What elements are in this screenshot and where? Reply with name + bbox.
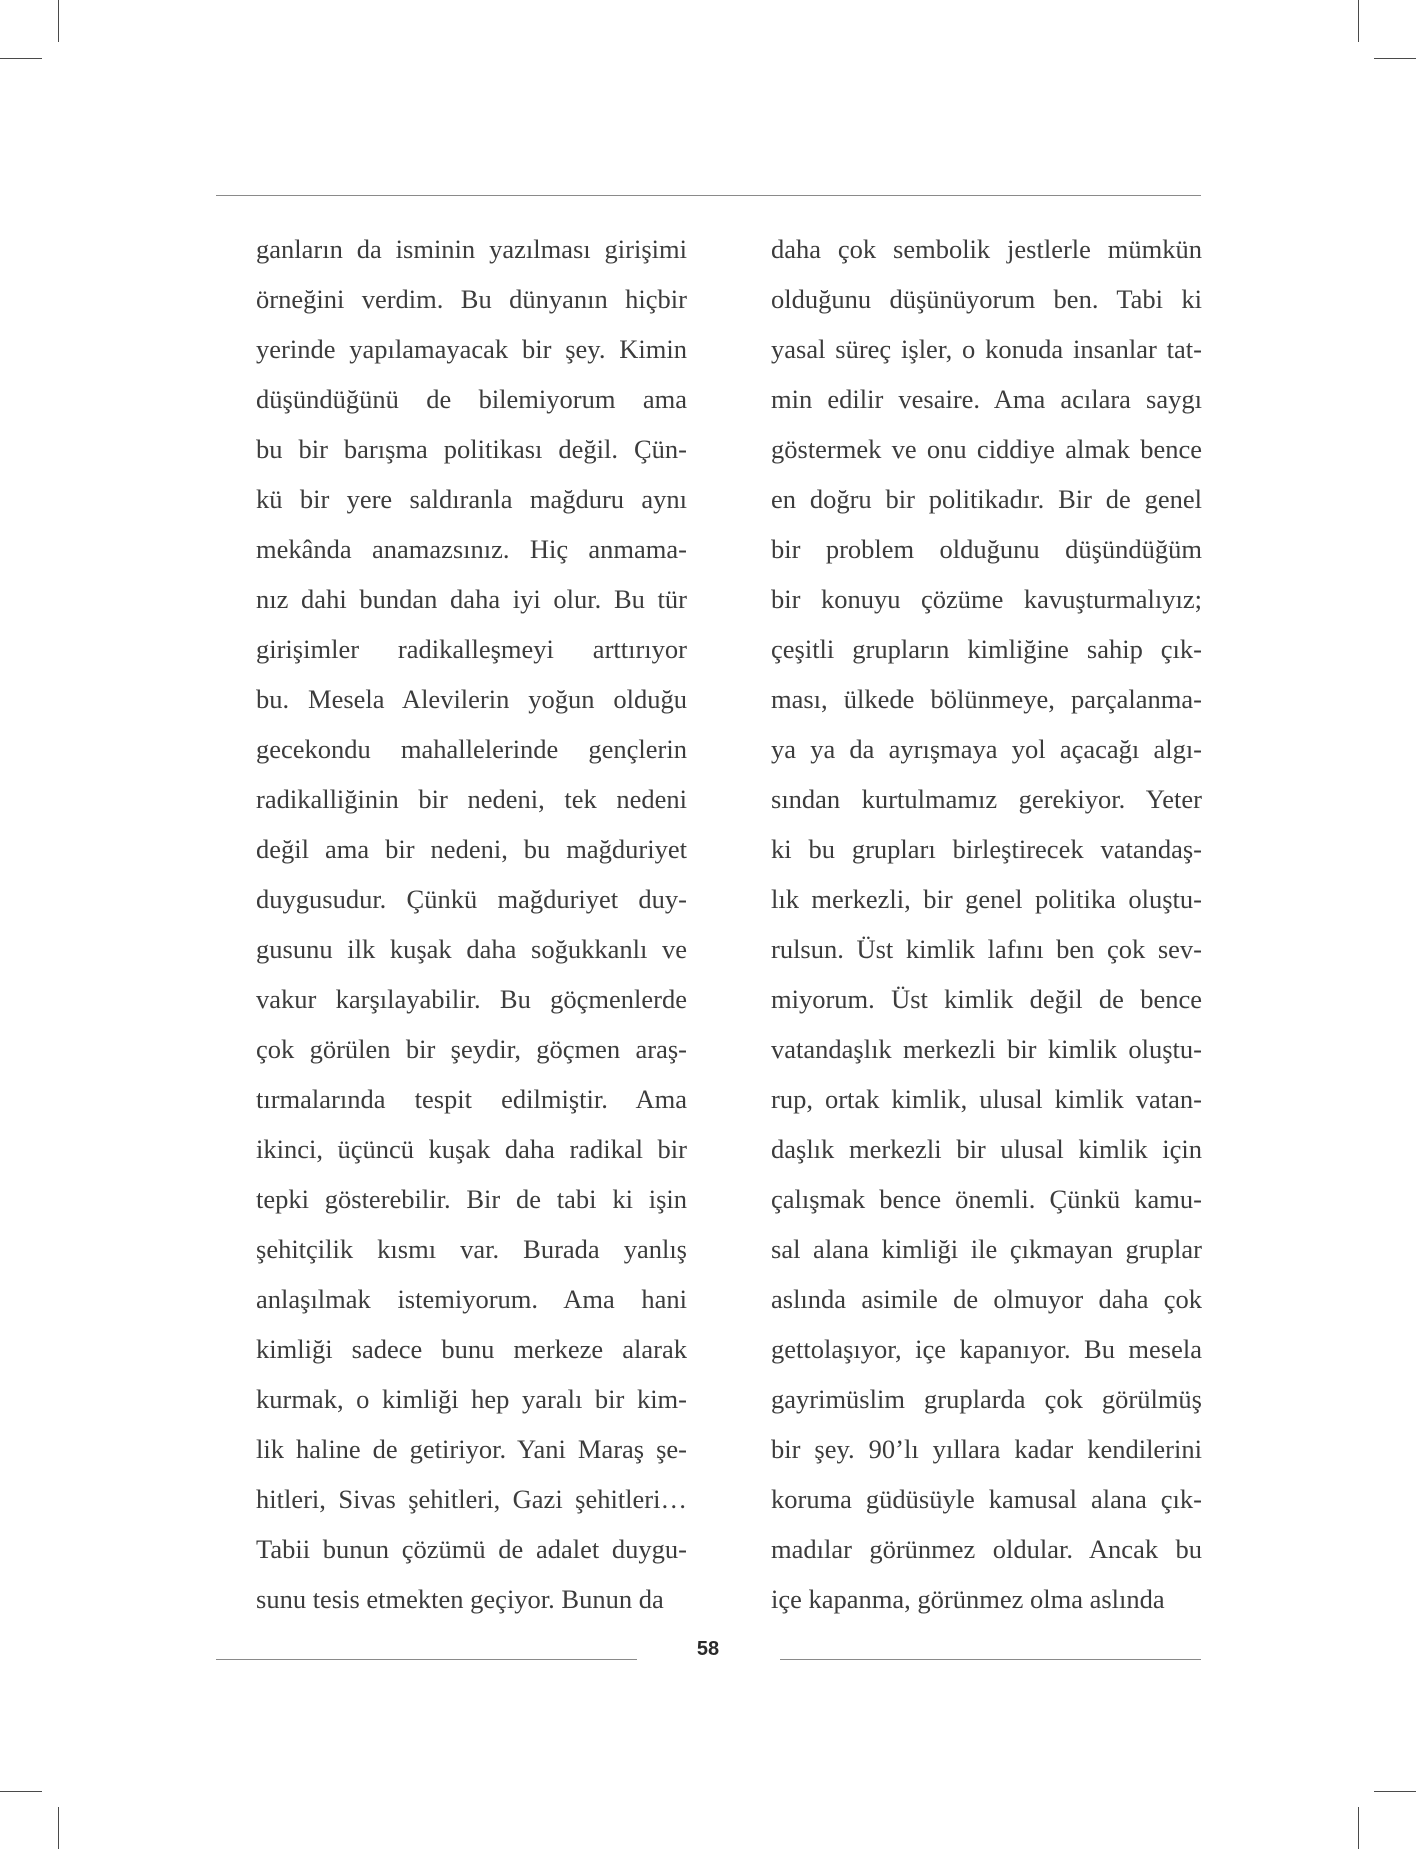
text-line: kimliği sadece bunu merkeze alarak: [256, 1334, 687, 1364]
crop-mark-bottom-left-horizontal: [0, 1791, 42, 1792]
text-line: girişimler radikalleşmeyi arttırıyor: [256, 634, 687, 664]
text-line: daşlık merkezli bir ulusal kimlik için: [771, 1134, 1202, 1164]
text-line: duygusudur. Çünkü mağduriyet duy-: [256, 884, 687, 914]
crop-mark-bottom-right-vertical: [1358, 1807, 1359, 1849]
text-line: radikalliğinin bir nedeni, tek nedeni: [256, 784, 687, 814]
text-line: en doğru bir politikadır. Bir de genel: [771, 484, 1202, 514]
text-line: ya ya da ayrışmaya yol açacağı algı-: [771, 734, 1202, 764]
page-number: 58: [696, 1638, 720, 1660]
text-line: lik haline de getiriyor. Yani Maraş şe-: [256, 1434, 687, 1464]
footer-rule-right: [780, 1659, 1201, 1660]
text-line: rup, ortak kimlik, ulusal kimlik vatan-: [771, 1084, 1202, 1114]
text-line: gettolaşıyor, içe kapanıyor. Bu mesela: [771, 1334, 1202, 1364]
right-text-column: [771, 224, 1202, 1624]
text-line: bir konuyu çözüme kavuşturmalıyız;: [771, 584, 1202, 614]
text-line: bu bir barışma politikası değil. Çün-: [256, 434, 687, 464]
text-line: düşündüğünü de bilemiyorum ama: [256, 384, 687, 414]
crop-mark-top-left-vertical: [58, 0, 59, 42]
text-line: çalışmak bence önemli. Çünkü kamu-: [771, 1184, 1202, 1214]
text-line: min edilir vesaire. Ama acılara saygı: [771, 384, 1202, 414]
text-line: kurmak, o kimliği hep yaralı bir kim-: [256, 1384, 687, 1414]
text-line: sından kurtulmamız gerekiyor. Yeter: [771, 784, 1202, 814]
text-line: vatandaşlık merkezli bir kimlik oluştu-: [771, 1034, 1202, 1064]
text-line: kü bir yere saldıranla mağduru aynı: [256, 484, 687, 514]
text-line: ki bu grupları birleştirecek vatandaş-: [771, 834, 1202, 864]
text-line: nız dahi bundan daha iyi olur. Bu tür: [256, 584, 687, 614]
header-rule: [216, 195, 1201, 196]
text-line: gusunu ilk kuşak daha soğukkanlı ve: [256, 934, 687, 964]
text-line: çeşitli grupların kimliğine sahip çık-: [771, 634, 1202, 664]
text-line: değil ama bir nedeni, bu mağduriyet: [256, 834, 687, 864]
text-line: vakur karşılayabilir. Bu göçmenlerde: [256, 984, 687, 1014]
text-line: anlaşılmak istemiyorum. Ama hani: [256, 1284, 687, 1314]
text-line: yasal süreç işler, o konuda insanlar tat-: [771, 334, 1202, 364]
text-line: gayrimüslim gruplarda çok görülmüş: [771, 1384, 1202, 1414]
text-line: sal alana kimliği ile çıkmayan gruplar: [771, 1234, 1202, 1264]
text-line: hitleri, Sivas şehitleri, Gazi şehitleri…: [256, 1484, 687, 1514]
text-line: olduğunu düşünüyorum ben. Tabi ki: [771, 284, 1202, 314]
text-line: örneğini verdim. Bu dünyanın hiçbir: [256, 284, 687, 314]
text-line: yerinde yapılamayacak bir şey. Kimin: [256, 334, 687, 364]
text-line: koruma güdüsüyle kamusal alana çık-: [771, 1484, 1202, 1514]
crop-mark-top-right-vertical: [1358, 0, 1359, 42]
left-text-column: [256, 224, 687, 1624]
text-line: şehitçilik kısmı var. Burada yanlış: [256, 1234, 687, 1264]
text-line: mekânda anamazsınız. Hiç anmama-: [256, 534, 687, 564]
text-line: aslında asimile de olmuyor daha çok: [771, 1284, 1202, 1314]
text-line: bu. Mesela Alevilerin yoğun olduğu: [256, 684, 687, 714]
text-line: sunu tesis etmekten geçiyor. Bunun da: [256, 1584, 664, 1614]
text-line: içe kapanma, görünmez olma aslında: [771, 1584, 1165, 1614]
crop-mark-bottom-right-horizontal: [1374, 1791, 1416, 1792]
crop-mark-top-left-horizontal: [0, 58, 42, 59]
text-line: tırmalarında tespit edilmiştir. Ama: [256, 1084, 687, 1114]
text-line: çok görülen bir şeydir, göçmen araş-: [256, 1034, 687, 1064]
text-line: lık merkezli, bir genel politika oluştu-: [771, 884, 1202, 914]
text-line: ması, ülkede bölünmeye, parçalanma-: [771, 684, 1202, 714]
text-line: madılar görünmez oldular. Ancak bu: [771, 1534, 1202, 1564]
text-line: ikinci, üçüncü kuşak daha radikal bir: [256, 1134, 687, 1164]
text-line: gecekondu mahallelerinde gençlerin: [256, 734, 687, 764]
text-line: tepki gösterebilir. Bir de tabi ki işin: [256, 1184, 687, 1214]
text-line: ganların da isminin yazılması girişimi: [256, 234, 687, 264]
text-line: bir problem olduğunu düşündüğüm: [771, 534, 1202, 564]
text-line: bir şey. 90’lı yıllara kadar kendilerini: [771, 1434, 1202, 1464]
text-line: miyorum. Üst kimlik değil de bence: [771, 984, 1202, 1014]
footer-rule-left: [216, 1659, 637, 1660]
crop-mark-top-right-horizontal: [1374, 58, 1416, 59]
text-line: rulsun. Üst kimlik lafını ben çok sev-: [771, 934, 1202, 964]
crop-mark-bottom-left-vertical: [58, 1807, 59, 1849]
text-line: göstermek ve onu ciddiye almak bence: [771, 434, 1202, 464]
text-line: daha çok sembolik jestlerle mümkün: [771, 234, 1202, 264]
text-line: Tabii bunun çözümü de adalet duygu-: [256, 1534, 687, 1564]
